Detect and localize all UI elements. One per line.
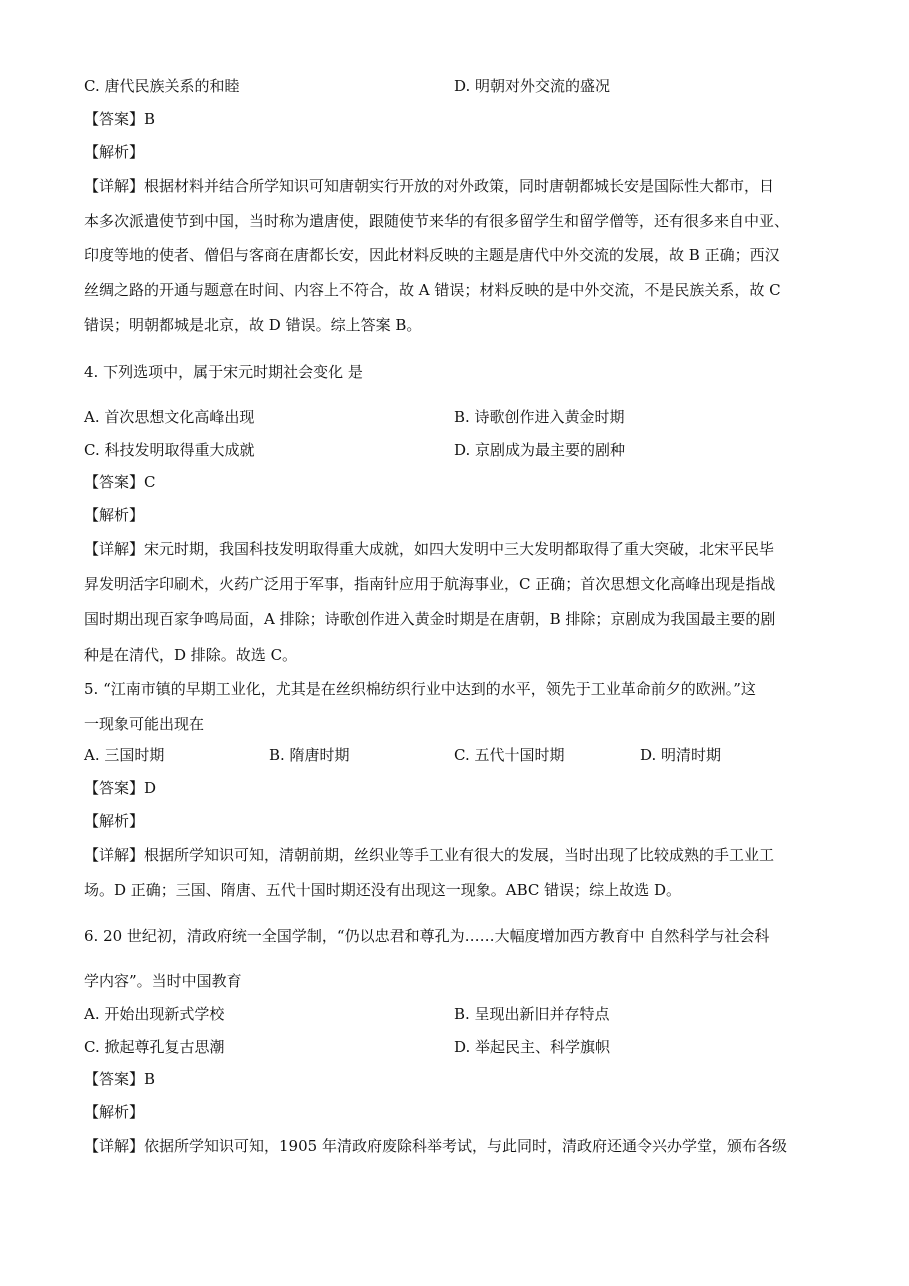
q6-analysis-label: 【解析】 [84, 1103, 145, 1121]
q6-option-c: C. 掀起尊孔复古思潮 [84, 1038, 225, 1056]
q4-detail-line: 昇发明活字印刷术，火药广泛用于军事，指南针应用于航海事业，C 正确；首次思想文化高峰出现是指战 [84, 575, 776, 593]
q5-option-c: C. 五代十国时期 [454, 746, 565, 764]
q4-detail-line: 国时期出现百家争鸣局面，A 排除；诗歌创作进入黄金时期是在唐朝，B 排除；京剧成为我国最主要的剧 [84, 610, 776, 628]
q6-stem-line: 学内容”。当时中国教育 [84, 972, 242, 990]
q3-detail-line: 丝绸之路的开通与题意在时间、内容上不符合，故 A 错误；材料反映的是中外交流，不是民族关系，故 C [84, 281, 781, 299]
q3-option-d: D. 明朝对外交流的盛况 [454, 77, 611, 95]
q5-stem-line: 5. “江南市镇的早期工业化，尤其是在丝织棉纺织行业中达到的水平，领先于工业革命前夕的欧洲。”这 [84, 680, 756, 698]
q6-option-d: D. 举起民主、科学旗帜 [454, 1038, 611, 1056]
q3-detail-line: 【详解】根据材料并结合所学知识可知唐朝实行开放的对外政策，同时唐朝都城长安是国际性大都市，日 [84, 177, 775, 195]
q4-detail-line: 种是在清代，D 排除。故选 C。 [84, 646, 298, 664]
q6-options-ab [84, 1004, 844, 1024]
q6-answer: 【答案】B [84, 1070, 156, 1088]
q4-options-ab [84, 407, 844, 427]
q6-detail-line: 【详解】依据所学知识可知，1905 年清政府废除科举考试，与此同时，清政府还通令兴办学堂，颁布各级 [84, 1137, 787, 1155]
q4-option-d: D. 京剧成为最主要的剧种 [454, 441, 626, 459]
q3-detail-line: 印度等地的使者、僧侣与客商在唐都长安，因此材料反映的主题是唐代中外交流的发展，故 B 正确；西汉 [84, 246, 780, 264]
q5-options [84, 745, 844, 765]
q5-option-d: D. 明清时期 [640, 746, 722, 764]
q5-stem-line: 一现象可能出现在 [84, 715, 205, 733]
q4-analysis-label: 【解析】 [84, 506, 145, 524]
q3-detail-line: 本多次派遣使节到中国，当时称为遣唐使，跟随使节来华的有很多留学生和留学僧等，还有很多来自中亚、 [84, 212, 790, 230]
q4-detail-line: 【详解】宋元时期，我国科技发明取得重大成就，如四大发明中三大发明都取得了重大突破，北宋平民毕 [84, 540, 775, 558]
q4-options-cd [84, 440, 844, 460]
q3-answer: 【答案】B [84, 110, 156, 128]
q6-option-b: B. 呈现出新旧并存特点 [454, 1005, 610, 1023]
q3-detail-line: 错误；明朝都城是北京，故 D 错误。综上答案 B。 [84, 316, 422, 334]
q4-stem: 4. 下列选项中，属于宋元时期社会变化 是 [84, 363, 363, 381]
q5-detail-line: 场。D 正确；三国、隋唐、五代十国时期还没有出现这一现象。ABC 错误；综上故选 D。 [84, 881, 681, 899]
q4-option-a: A. 首次思想文化高峰出现 [84, 408, 255, 426]
q3-options-cd [84, 76, 844, 96]
q4-option-b: B. 诗歌创作进入黄金时期 [454, 408, 625, 426]
q4-option-c: C. 科技发明取得重大成就 [84, 441, 255, 459]
q5-answer: 【答案】D [84, 779, 157, 797]
q3-option-c: C. 唐代民族关系的和睦 [84, 77, 240, 95]
q6-stem-line: 6. 20 世纪初，清政府统一全国学制，“仍以忠君和尊孔为……大幅度增加西方教育中 自然科学与社会科 [84, 927, 770, 945]
q4-answer: 【答案】C [84, 473, 156, 491]
q5-analysis-label: 【解析】 [84, 812, 145, 830]
q3-analysis-label: 【解析】 [84, 143, 145, 161]
q5-option-a: A. 三国时期 [84, 746, 165, 764]
q5-detail-line: 【详解】根据所学知识可知，清朝前期，丝织业等手工业有很大的发展，当时出现了比较成熟的手工业工 [84, 846, 775, 864]
q6-option-a: A. 开始出现新式学校 [84, 1005, 225, 1023]
q5-option-b: B. 隋唐时期 [269, 746, 350, 764]
q6-options-cd [84, 1037, 844, 1057]
